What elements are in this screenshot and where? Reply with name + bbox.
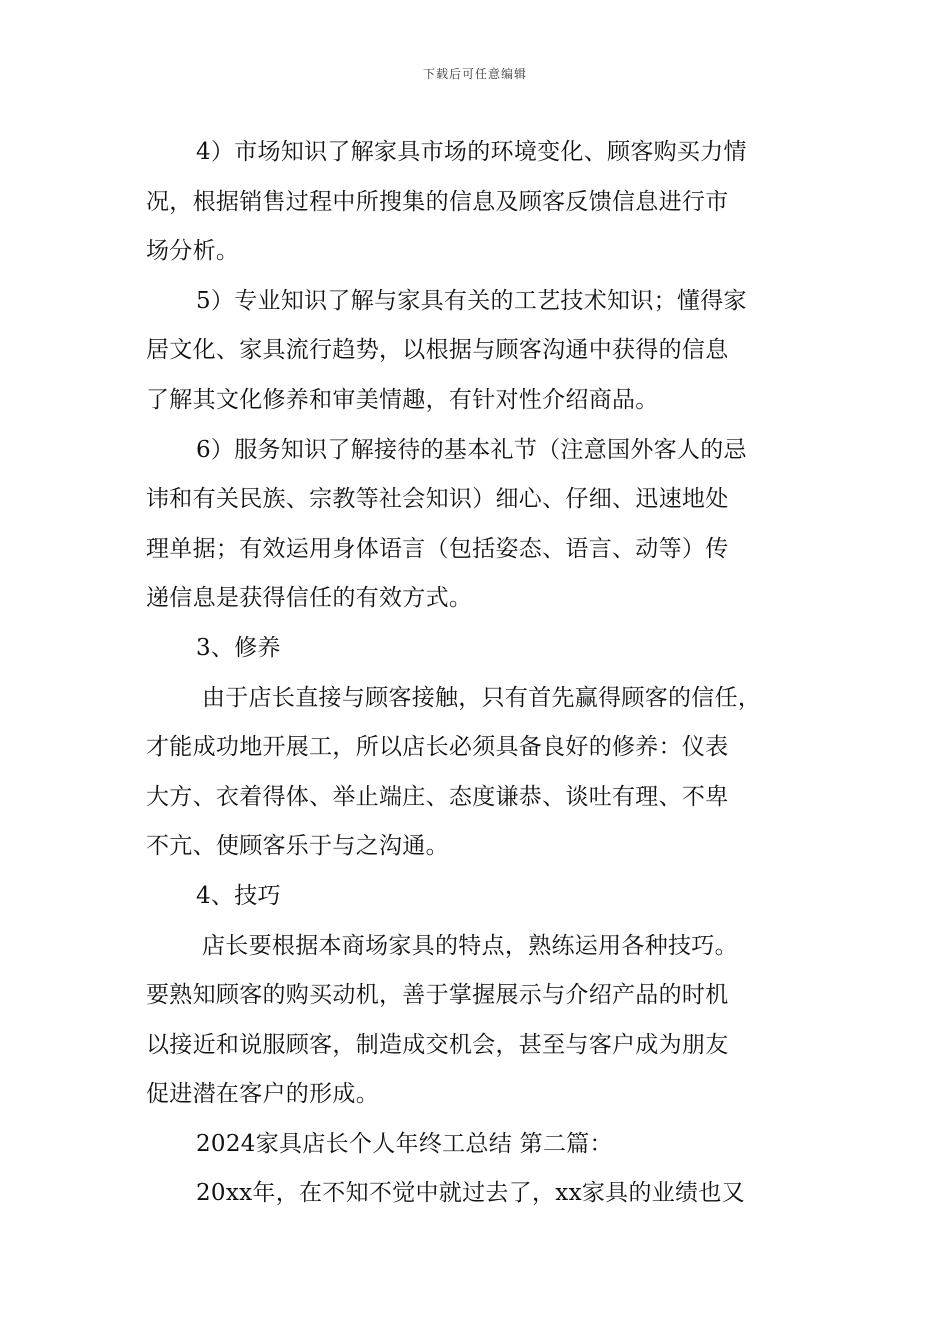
paragraph-line: 才能成功地开展工，所以店长必须具备良好的修养：仪表 [146, 734, 729, 761]
paragraph-line: 理单据；有效运用身体语言（包括姿态、语言、动等）传 [146, 535, 729, 562]
paragraph-line: 6）服务知识了解接待的基本礼节（注意国外客人的忌 [196, 436, 747, 463]
paragraph-line: 况，根据销售过程中所搜集的信息及顾客反馈信息进行市 [146, 188, 729, 215]
paragraph-line: 店长要根据本商场家具的特点，熟练运用各种技巧。 [202, 932, 738, 959]
paragraph-line: 大方、衣着得体、举止端庄、态度谦恭、谈吐有理、不卑 [146, 783, 729, 810]
paragraph-line: 不亢、使顾客乐于与之沟通。 [146, 833, 449, 860]
paragraph-line: 了解其文化修养和审美情趣，有针对性介绍商品。 [146, 386, 659, 413]
section-heading: 4、技巧 [196, 882, 281, 909]
paragraph-line: 要熟知顾客的购买动机，善于掌握展示与介绍产品的时机 [146, 982, 729, 1009]
paragraph-line: 居文化、家具流行趋势，以根据与顾客沟通中获得的信息 [146, 337, 729, 364]
paragraph-line: 20xx年，在不知不觉中就过去了，xx家具的业绩也又 [196, 1180, 745, 1207]
paragraph-line: 场分析。 [146, 238, 240, 265]
paragraph-line: 由于店长直接与顾客接触，只有首先赢得顾客的信任， [202, 684, 762, 711]
paragraph-line: 以接近和说服顾客，制造成交机会，甚至与客户成为朋友 [146, 1031, 729, 1058]
section-heading: 3、修养 [196, 634, 281, 661]
paragraph-line: 4）市场知识了解家具市场的环境变化、顾客购买力情 [196, 139, 747, 165]
article-title: 2024家具店长个人年终工总结 第二篇： [196, 1130, 613, 1157]
paragraph-line: 递信息是获得信任的有效方式。 [146, 585, 473, 612]
paragraph-line: 促进潜在客户的形成。 [146, 1081, 379, 1108]
paragraph-line: 5）专业知识了解与家具有关的工艺技术知识；懂得家 [196, 287, 747, 314]
header-note: 下载后可任意编辑 [422, 67, 527, 81]
document-body [146, 128, 811, 1219]
paragraph-line: 讳和有关民族、宗教等社会知识）细心、仔细、迅速地处 [146, 486, 729, 513]
